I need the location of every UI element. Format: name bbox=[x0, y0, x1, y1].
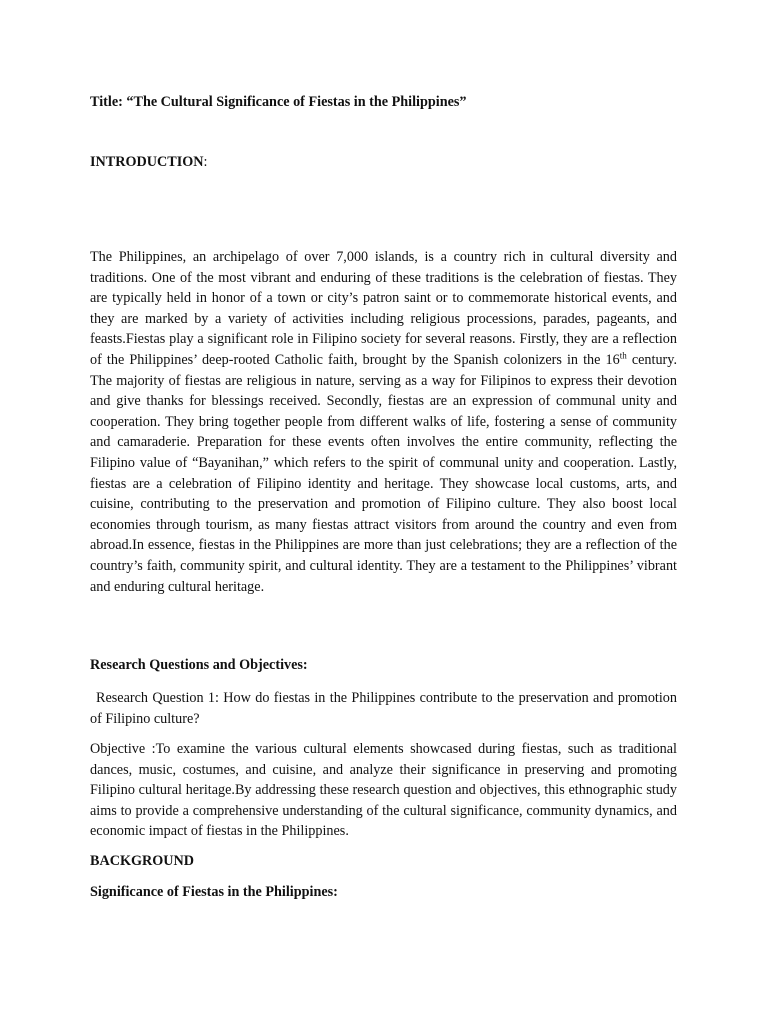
introduction-paragraph bbox=[90, 247, 677, 597]
document-title: Title: “The Cultural Significance of Fiestas in the Philippines” bbox=[90, 94, 467, 110]
background-heading: BACKGROUND bbox=[90, 853, 195, 869]
century-superscript: th bbox=[619, 350, 627, 361]
introduction-heading-colon: : bbox=[203, 154, 208, 170]
significance-heading: Significance of Fiestas in the Philippines: bbox=[90, 884, 338, 900]
introduction-heading-text: INTRODUCTION bbox=[90, 154, 204, 170]
objective-paragraph: Objective :To examine the various cultural elements showcased during fiestas, such as traditional dances, music, costumes, and cuisine, and analyze their significance in preserving and promoting Filipino cultural heritage.By addressing these research question and objectives, this ethnographic study aims to provide a comprehensive understanding of the cultural significance, community dynamics, and economic impact of fiestas in the Philippines. bbox=[90, 741, 677, 840]
introduction-heading bbox=[90, 154, 207, 171]
introduction-paragraph-part-a: The Philippines, an archipelago of over 7,000 islands, is a country rich in cultural diversity and traditions. One of the most vibrant and enduring of these traditions is the celebration of fiestas. They are typically held in honor of a town or city’s patron saint or to commemorate historical events, and they are marked by a variety of activities including religious processions, parades, pageants, and feasts.Fiestas play a significant role in Filipino society for several reasons. Firstly, they are a reflection of the Philippines’ deep-rooted Catholic faith, brought by the Spanish colonizers in the 16 bbox=[90, 249, 677, 368]
research-questions-heading: Research Questions and Objectives: bbox=[90, 657, 308, 673]
research-question-paragraph: Research Question 1: How do fiestas in the Philippines contribute to the preservation and promotion of Filipino culture? bbox=[90, 690, 677, 727]
introduction-paragraph-part-b: century. The majority of fiestas are religious in nature, serving as a way for Filipinos to express their devotion and give thanks for blessings received. Secondly, fiestas are an expression of communal unity and cooperation. They bring together people from different walks of life, fostering a sense of community and camaraderie. Preparation for these events often involves the entire community, reflecting the Filipino value of “Bayanihan,” which refers to the spirit of communal unity and cooperation. Lastly, fiestas are a celebration of Filipino identity and heritage. They showcase local customs, arts, and cuisine, contributing to the preservation and promotion of Filipino culture. They also boost local economies through tourism, as many fiestas attract visitors from around the country and even from abroad.In essence, fiestas in the Philippines are more than just celebrations; they are a reflection of the country’s faith, community spirit, and cultural identity. They are a testament to the Philippines’ vibrant and enduring cultural heritage. bbox=[90, 351, 677, 595]
